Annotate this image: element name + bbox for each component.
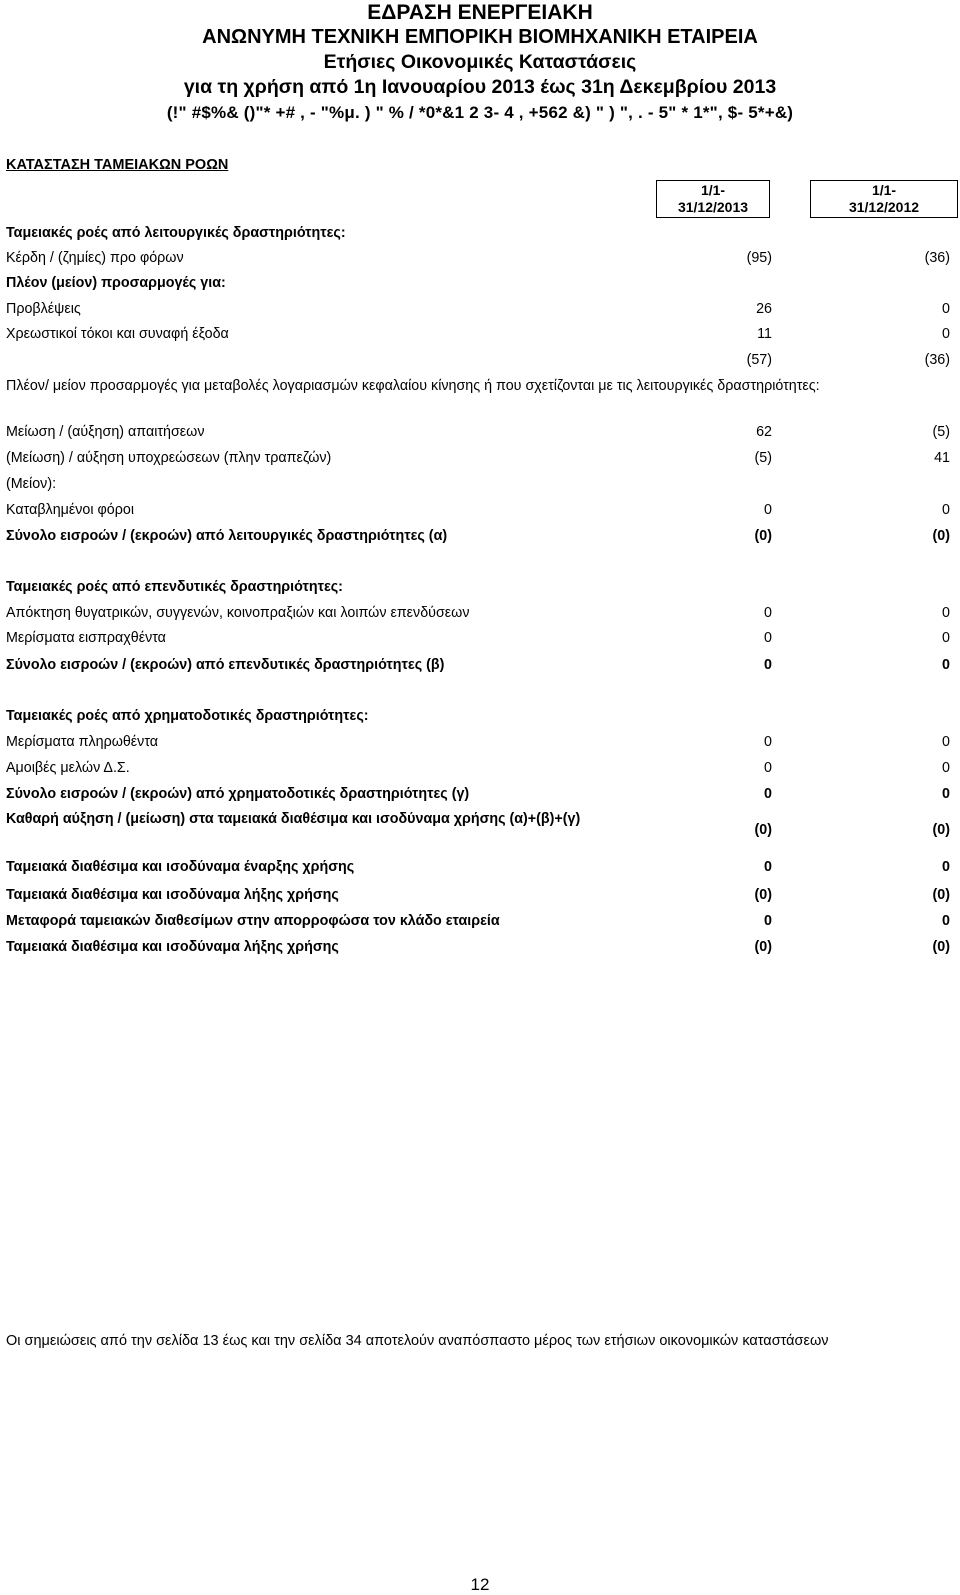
value-2013: 0 (764, 786, 772, 802)
row-label: Μερίσματα πληρωθέντα (6, 734, 159, 750)
value-2013: 62 (756, 424, 772, 440)
garbled-header-line: (!" #$%& ()"* +# , - "%μ. ) " % / *0*&1 2 3- 4 , +562 &) " ) ", . - 5" * 1*", $- 5*+&) (166, 103, 794, 122)
value-2012: 0 (942, 301, 950, 317)
value-2012: 0 (942, 786, 950, 802)
value-2013: (0) (754, 939, 772, 955)
value-2013: 11 (757, 326, 772, 342)
value-2013: 0 (764, 502, 772, 518)
row-label: Μεταφορά ταμειακών διαθεσίμων στην απορροφώσα τον κλάδο εταιρεία (6, 913, 500, 929)
row-label: Πλέον (μείον) προσαρμογές για: (6, 275, 226, 291)
statement-title: ΚΑΤΑΣΤΑΣΗ ΤΑΜΕΙΑΚΩΝ ΡΟΩΝ (6, 157, 229, 173)
row-label: Ταμειακές ροές από χρηματοδοτικές δραστηριότητες: (6, 708, 369, 724)
value-2012: 41 (934, 450, 950, 466)
value-2013: (0) (754, 822, 772, 838)
value-2013: 0 (764, 605, 772, 621)
row-label: Σύνολο εισροών / (εκροών) από χρηματοδοτικές δραστηριότητες (γ) (6, 786, 470, 802)
value-2013: 0 (764, 913, 772, 929)
value-2013: 26 (756, 301, 772, 317)
value-2013: (95) (746, 250, 772, 266)
value-2012: (36) (924, 352, 950, 368)
value-2012: (0) (932, 822, 950, 838)
row-label: Ταμειακά διαθέσιμα και ισοδύναμα λήξης χρήσης (6, 939, 339, 955)
value-2013: (0) (754, 528, 772, 544)
row-label: Σύνολο εισροών / (εκροών) από λειτουργικές δραστηριότητες (α) (6, 528, 448, 544)
column-header-2013-line1: 1/1- (700, 182, 726, 198)
value-2013: (0) (754, 887, 772, 903)
row-label: Καταβλημένοι φόροι (6, 502, 135, 518)
row-label: Αμοιβές μελών Δ.Σ. (6, 760, 130, 776)
value-2013: 0 (764, 657, 772, 673)
value-2012: (5) (932, 424, 950, 440)
value-2013: 0 (764, 630, 772, 646)
row-label: Κέρδη / (ζημίες) προ φόρων (6, 250, 184, 266)
column-header-2012 (810, 180, 958, 218)
value-2013: (5) (754, 450, 772, 466)
value-2012: 0 (942, 657, 950, 673)
value-2012: 0 (942, 734, 950, 750)
footer-note: Οι σημειώσεις από την σελίδα 13 έως και την σελίδα 34 αποτελούν αναπόσπαστο μέρος των ετήσιων οικονομικών καταστάσεων (6, 1333, 829, 1349)
row-label: Χρεωστικοί τόκοι και συναφή έξοδα (6, 326, 229, 342)
row-label: Ταμειακές ροές από επενδυτικές δραστηριότητες: (6, 579, 343, 595)
value-2012: 0 (942, 326, 950, 342)
page-number: 12 (470, 1575, 490, 1594)
value-2013: (57) (746, 352, 772, 368)
row-label: Καθαρή αύξηση / (μείωση) στα ταμειακά διαθέσιμα και ισοδύναμα χρήσης (α)+(β)+(γ) (6, 811, 581, 827)
row-label: (Μείωση) / αύξηση υποχρεώσεων (πλην τραπεζών) (6, 450, 332, 466)
value-2013: 0 (764, 760, 772, 776)
value-2012: 0 (942, 760, 950, 776)
value-2012: (0) (932, 887, 950, 903)
row-label: Ταμειακές ροές από λειτουργικές δραστηριότητες: (6, 225, 346, 241)
row-label: Πλέον/ μείον προσαρμογές για μεταβολές λογαριασμών κεφαλαίου κίνησης ή που σχετίζονται με τις λειτουργικές δραστηριότητες: (6, 378, 820, 394)
value-2012: (0) (932, 528, 950, 544)
row-label: (Μείον): (6, 476, 57, 492)
row-label: Ταμειακά διαθέσιμα και ισοδύναμα έναρξης χρήσης (6, 859, 355, 875)
value-2012: (0) (932, 939, 950, 955)
report-subtitle: Ετήσιες Οικονομικές Καταστάσεις (323, 51, 637, 73)
report-period: για τη χρήση από 1η Ιανουαρίου 2013 έως 31η Δεκεμβρίου 2013 (183, 76, 777, 98)
value-2012: (36) (924, 250, 950, 266)
document-header (0, 0, 960, 125)
row-label: Μείωση / (αύξηση) απαιτήσεων (6, 424, 205, 440)
column-header-2013 (656, 180, 770, 218)
row-label: Μερίσματα εισπραχθέντα (6, 630, 166, 646)
value-2012: 0 (942, 630, 950, 646)
value-2012: 0 (942, 502, 950, 518)
row-label: Απόκτηση θυγατρικών, συγγενών, κοινοπραξιών και λοιπών επενδύσεων (6, 605, 470, 621)
value-2013: 0 (764, 734, 772, 750)
row-label: Προβλέψεις (6, 301, 81, 317)
value-2013: 0 (764, 859, 772, 875)
column-header-2013-line2: 31/12/2013 (677, 199, 749, 215)
row-label: Ταμειακά διαθέσιμα και ισοδύναμα λήξης χρήσης (6, 887, 339, 903)
value-2012: 0 (942, 913, 950, 929)
company-title: ΕΔΡΑΣΗ ΕΝΕΡΓΕΙΑΚΗ (367, 1, 593, 24)
row-label: Σύνολο εισροών / (εκροών) από επενδυτικές δραστηριότητες (β) (6, 657, 445, 673)
column-header-2012-line1: 1/1- (871, 182, 897, 198)
company-legal-name: ΑΝΩΝΥΜΗ ΤΕΧΝΙΚΗ ΕΜΠΟΡΙΚΗ ΒΙΟΜΗΧΑΝΙΚΗ ΕΤΑΙΡΕΙΑ (202, 26, 758, 48)
value-2012: 0 (942, 605, 950, 621)
value-2012: 0 (942, 859, 950, 875)
column-header-2012-line2: 31/12/2012 (848, 199, 920, 215)
